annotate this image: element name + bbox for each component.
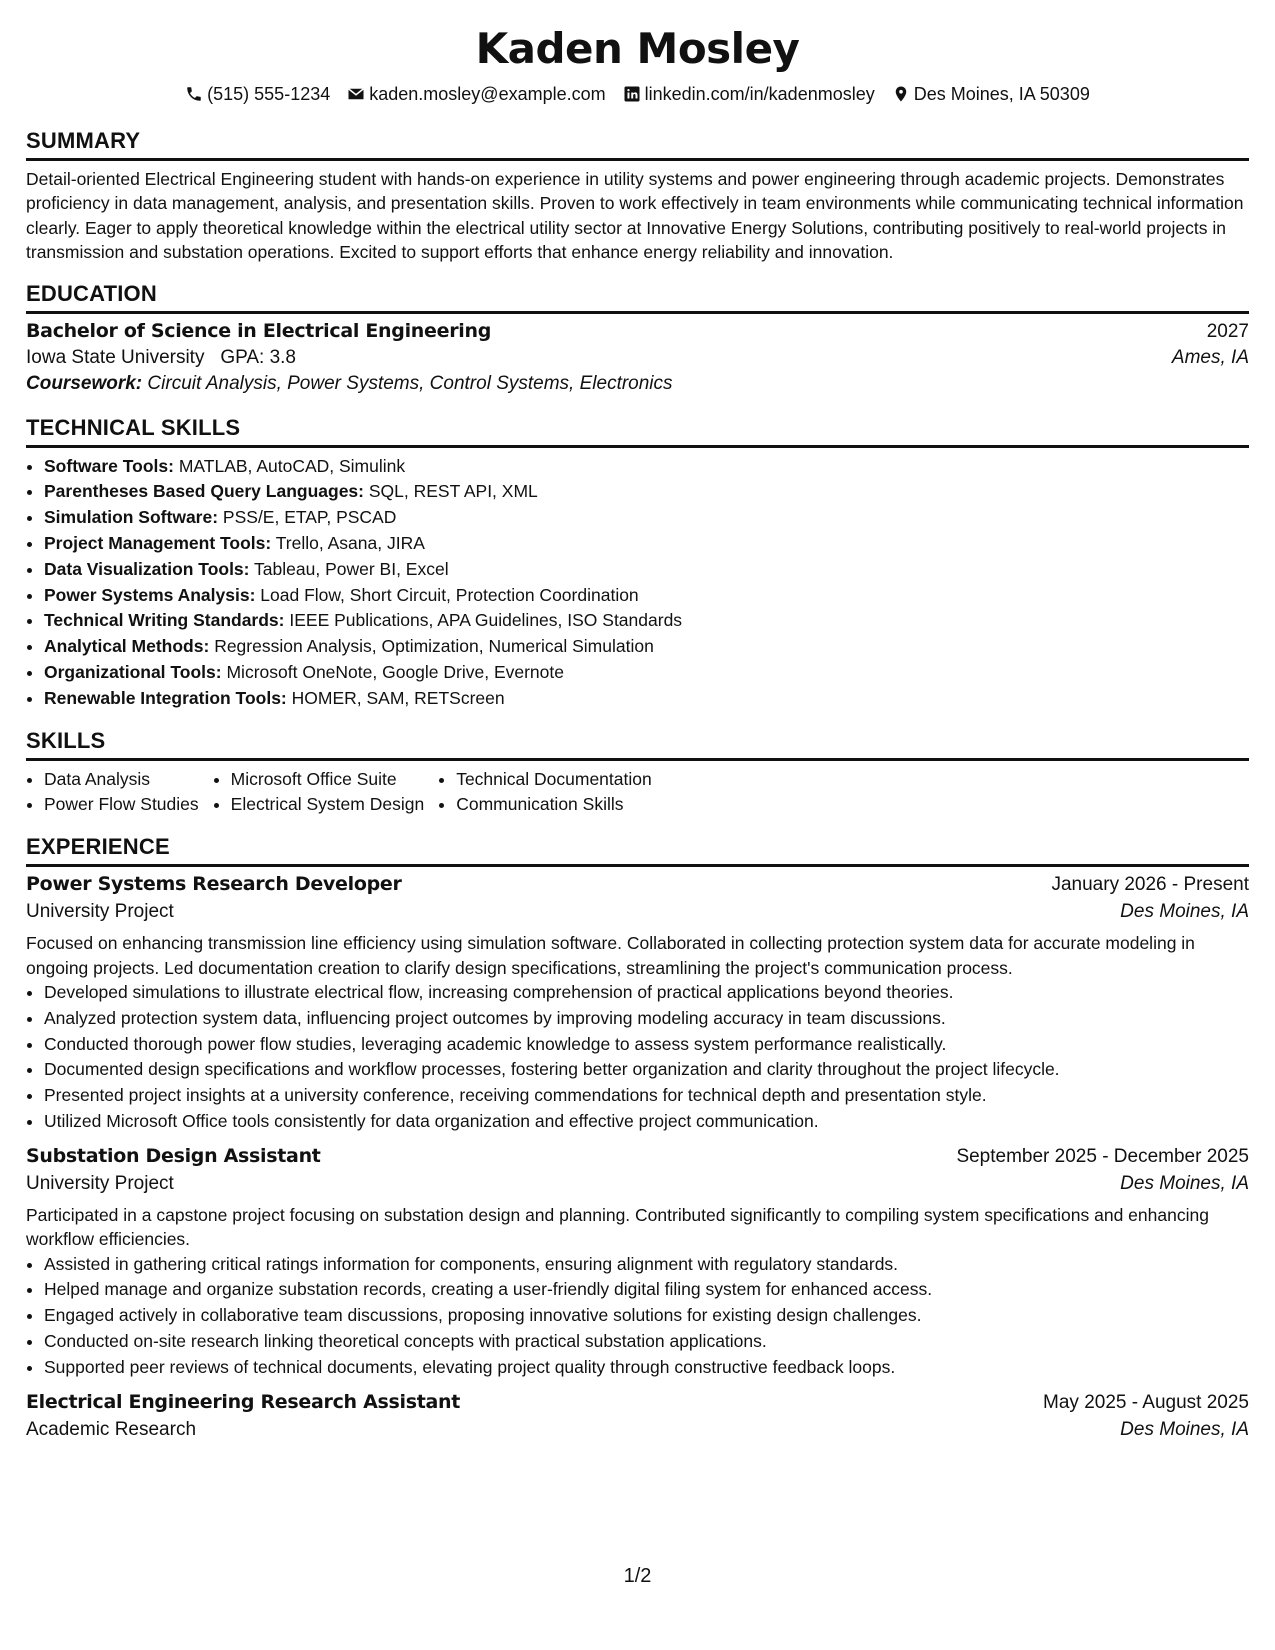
job-sub-row [26,1419,1249,1441]
list-item [44,686,1249,712]
job-summary: Participated in a capstone project focusing on substation design and planning. Contributed significantly to compiling system specifications and enhancing workflow efficiencies. [26,1204,1209,1250]
skill-label: Renewable Integration Tools: [44,687,287,708]
list-item [44,634,1249,660]
skill-label: Organizational Tools: [44,662,222,682]
list-item [44,583,1249,609]
skills-column [26,767,199,819]
section-title-skills: SKILLS [26,726,1249,761]
skill-value: Microsoft OneNote, Google Drive, Evernote [226,662,564,682]
list-item [44,505,1249,531]
list-item [44,608,1249,634]
skills-column [213,767,425,819]
linkedin-text[interactable]: linkedin.com/in/kadenmosley [644,83,875,104]
skill-label: Analytical Methods: [44,636,210,657]
contact-location [892,84,1090,105]
education-section [26,279,1249,395]
job-location: Des Moines, IA [1120,901,1249,923]
skills-section [26,726,1249,819]
skill-label: Parentheses Based Query Languages: [44,481,364,502]
list-item [44,479,1249,505]
section-title-experience: EXPERIENCE [26,832,1249,867]
skill-label: Software Tools: [44,455,174,476]
job-header-row [26,1145,1249,1168]
skill-value: HOMER, SAM, RETScreen [291,687,505,708]
page-number: 1/2 [623,1565,652,1587]
education-header-row [26,320,1249,343]
school-location: Ames, IA [1171,346,1249,368]
skill-value: PSS/E, ETAP, PSCAD [222,507,397,528]
skills-column [438,767,652,819]
skill-label: Power Systems Analysis: [44,584,256,605]
job-header-row [26,873,1249,896]
job-title: Electrical Engineering Research Assistant [26,1390,461,1413]
skill-label: Technical Writing Standards: [44,610,285,631]
job-sub-row [26,901,1249,923]
email-text[interactable]: kaden.mosley@example.com [369,83,606,104]
list-item: • Power Flow Studies [44,792,199,818]
list-item [44,531,1249,557]
technical-skills-list [26,454,1249,712]
job-sub-row [26,1173,1249,1195]
candidate-name: Kaden Mosley [475,24,800,73]
skill-value: Regression Analysis, Optimization, Numerical Simulation [214,636,654,657]
list-item: • Microsoft Office Suite [231,767,425,793]
graduation-year: 2027 [1206,320,1249,342]
list-item: • Assisted in gathering critical ratings information for components, ensuring alignment with regulatory standards. [44,1252,1249,1278]
skills-grid [26,767,1249,819]
list-item: • Supported peer reviews of technical documents, elevating project quality through constructive feedback loops. [44,1355,1249,1381]
skill-label: Data Visualization Tools: [44,558,250,579]
contact-email[interactable] [347,84,605,105]
list-item: • Communication Skills [456,792,652,818]
phone-text: (515) 555-1234 [207,83,331,104]
summary-section [26,126,1249,265]
job-bullets [26,1252,1249,1381]
experience-entry [26,873,1249,1135]
education-sub-row [26,347,1249,369]
list-item: • Documented design specifications and workflow processes, fostering better organization and clarity throughout the project lifecycle. [44,1057,1249,1083]
list-item [44,660,1249,686]
location-text: Des Moines, IA 50309 [913,83,1090,104]
skill-value: Load Flow, Short Circuit, Protection Coordination [260,584,639,605]
list-item: • Presented project insights at a university conference, receiving commendations for technical depth and presentation style. [44,1083,1249,1109]
section-title-summary: SUMMARY [26,126,1249,161]
gpa: GPA: 3.8 [220,346,296,368]
contact-bar [26,80,1249,108]
list-item: • Technical Documentation [456,767,652,793]
section-title-education: EDUCATION [26,279,1249,314]
contact-linkedin[interactable] [623,84,875,105]
degree-title: Bachelor of Science in Electrical Engineering [26,319,491,342]
list-item: • Developed simulations to illustrate electrical flow, increasing comprehension of practical applications beyond theories. [44,980,1249,1006]
job-location: Des Moines, IA [1120,1172,1249,1194]
coursework-line [26,373,1249,395]
school-name: Iowa State University [26,346,205,368]
list-item: • Engaged actively in collaborative team discussions, proposing innovative solutions for existing design challenges. [44,1303,1249,1329]
skill-label: Project Management Tools: [44,533,272,554]
job-bullets [26,980,1249,1135]
list-item: • Analyzed protection system data, influencing project outcomes by improving modeling accuracy in team discussions. [44,1006,1249,1032]
coursework-label: Coursework: [26,372,143,394]
map-marker-icon [892,85,910,103]
phone-icon [185,85,203,103]
experience-section [26,832,1249,1440]
job-org: Academic Research [26,1418,197,1440]
skill-value: SQL, REST API, XML [368,481,538,502]
list-item [44,557,1249,583]
coursework-list: Circuit Analysis, Power Systems, Control Systems, Electronics [147,372,673,394]
job-summary: Focused on enhancing transmission line efficiency using simulation software. Collaborated in collecting protection system data for accurate modeling in ongoing projects. Led documentation creation to clarify design specifications, streamlining the project's communication process. [26,933,1195,978]
technical-skills-section [26,413,1249,712]
job-title: Power Systems Research Developer [26,873,402,896]
resume-page [26,0,1249,1650]
linkedin-icon [623,85,641,103]
list-item: • Electrical System Design [231,792,425,818]
skill-value: Trello, Asana, JIRA [275,533,425,554]
list-item: • Utilized Microsoft Office tools consistently for data organization and effective project communication. [44,1109,1249,1135]
job-dates: September 2025 - December 2025 [956,1145,1249,1167]
list-item: • Data Analysis [44,767,199,793]
experience-entry [26,1391,1249,1441]
contact-phone [185,84,330,105]
skill-value: Tableau, Power BI, Excel [254,558,449,579]
list-item: • Conducted on-site research linking theoretical concepts with practical substation applications. [44,1329,1249,1355]
list-item [44,454,1249,480]
skill-label: Simulation Software: [44,507,219,528]
skill-value: MATLAB, AutoCAD, Simulink [178,455,406,476]
summary-text: Detail-oriented Electrical Engineering student with hands-on experience in utility systems and power engineering through academic projects. Demonstrates proficiency in data management, analysis, and presentation skills. Proven to work effectively in team environments while communicating technical information clearly. Eager to apply theoretical knowledge within the electrical utility sector at Innovative Energy Solutions, contributing positively to real-world projects in transmission and substation operations. Excited to support efforts that enhance energy reliability and innovation. [26,169,1244,263]
job-header-row [26,1391,1249,1414]
list-item: • Helped manage and organize substation records, creating a user-friendly digital filing system for enhanced access. [44,1277,1249,1303]
job-dates: May 2025 - August 2025 [1043,1391,1249,1413]
list-item: • Conducted thorough power flow studies, leveraging academic knowledge to assess system performance realistically. [44,1032,1249,1058]
job-org: University Project [26,901,174,923]
job-org: University Project [26,1172,174,1194]
envelope-icon [347,85,365,103]
skill-value: IEEE Publications, APA Guidelines, ISO Standards [289,610,683,631]
experience-entry [26,1145,1249,1381]
job-dates: January 2026 - Present [1051,874,1249,896]
section-title-technical-skills: TECHNICAL SKILLS [26,413,1249,448]
job-location: Des Moines, IA [1120,1418,1249,1440]
job-title: Substation Design Assistant [26,1144,321,1167]
school-line [26,347,296,369]
